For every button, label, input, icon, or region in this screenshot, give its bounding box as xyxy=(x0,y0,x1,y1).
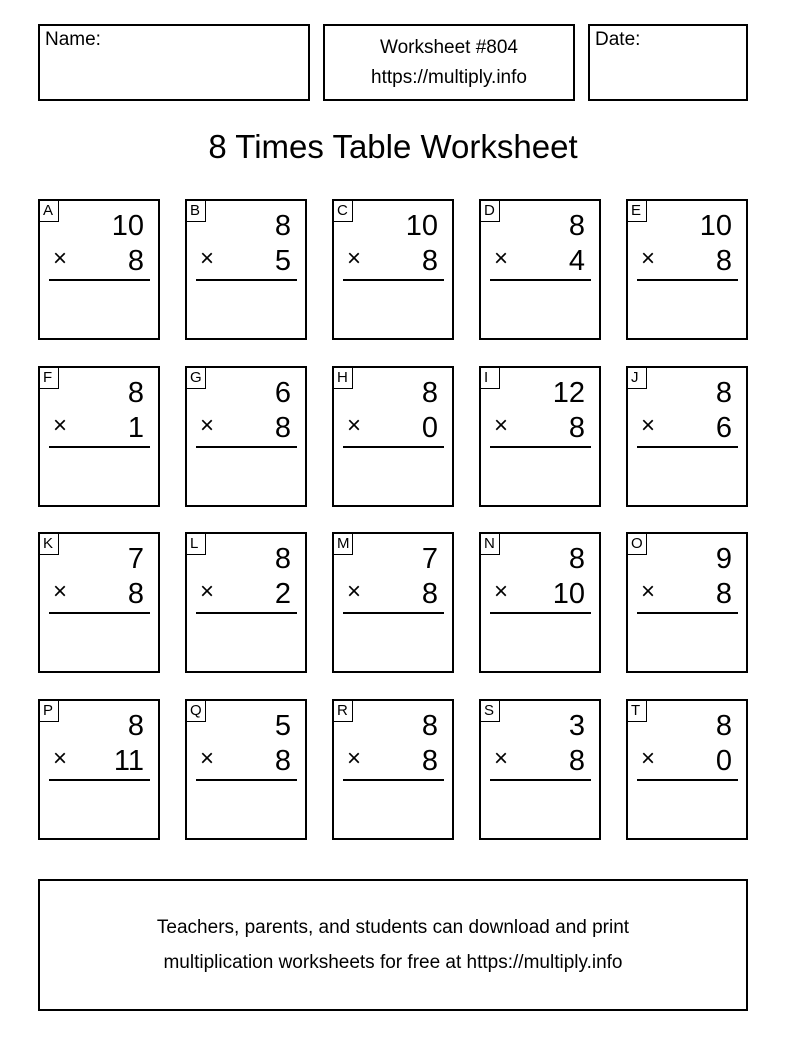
multiply-sign: × xyxy=(494,245,509,272)
multiply-sign: × xyxy=(641,578,656,605)
problem-letter: F xyxy=(40,368,59,389)
multiplicand: 3 xyxy=(568,710,585,742)
multiplier: 10 xyxy=(552,578,585,610)
answer-line xyxy=(343,446,444,448)
multiplicand: 10 xyxy=(699,210,732,242)
answer-line xyxy=(49,779,150,781)
multiplier: 0 xyxy=(421,412,438,444)
problem-card-d xyxy=(479,199,601,340)
multiplier: 11 xyxy=(113,745,144,777)
multiply-sign: × xyxy=(53,412,68,439)
answer-line xyxy=(196,612,297,614)
footer-line-2: multiplication worksheets for free at https://multiply.info xyxy=(163,952,623,973)
worksheet-number: Worksheet #804 xyxy=(379,36,518,58)
multiply-sign: × xyxy=(494,412,509,439)
multiplier: 8 xyxy=(421,245,438,277)
multiply-sign: × xyxy=(53,578,68,605)
problem-card-h xyxy=(332,366,454,507)
multiply-sign: × xyxy=(200,578,215,605)
problem-letter: T xyxy=(628,701,647,722)
answer-line xyxy=(490,779,591,781)
problem-card-o xyxy=(626,532,748,673)
answer-line xyxy=(343,612,444,614)
problem-card-i xyxy=(479,366,601,507)
multiplicand: 8 xyxy=(421,710,438,742)
multiply-sign: × xyxy=(641,245,656,272)
multiplicand: 8 xyxy=(274,543,291,575)
answer-line xyxy=(49,612,150,614)
answer-line xyxy=(490,446,591,448)
multiply-sign: × xyxy=(347,412,362,439)
date-box xyxy=(588,24,748,101)
problem-letter: L xyxy=(187,534,206,555)
name-box xyxy=(38,24,310,101)
problem-letter: G xyxy=(187,368,206,389)
problem-card-c xyxy=(332,199,454,340)
answer-line xyxy=(343,779,444,781)
problem-card-n xyxy=(479,532,601,673)
problem-card-r xyxy=(332,699,454,840)
problem-letter: K xyxy=(40,534,59,555)
multiply-sign: × xyxy=(53,245,68,272)
multiplicand: 8 xyxy=(715,710,732,742)
problem-card-f xyxy=(38,366,160,507)
multiplier: 5 xyxy=(274,245,291,277)
multiply-sign: × xyxy=(200,245,215,272)
page-title: 8 Times Table Worksheet xyxy=(208,128,578,165)
answer-line xyxy=(637,279,738,281)
multiply-sign: × xyxy=(53,745,68,772)
answer-line xyxy=(49,279,150,281)
problem-letter: M xyxy=(334,534,353,555)
problem-letter: N xyxy=(481,534,500,555)
problem-letter: J xyxy=(628,368,647,389)
multiplicand: 8 xyxy=(127,377,144,409)
multiplicand: 8 xyxy=(421,377,438,409)
multiplicand: 7 xyxy=(127,543,144,575)
multiplier: 8 xyxy=(715,245,732,277)
problem-card-q xyxy=(185,699,307,840)
problem-card-j xyxy=(626,366,748,507)
multiplier: 8 xyxy=(568,412,585,444)
problem-card-s xyxy=(479,699,601,840)
problem-letter: S xyxy=(481,701,500,722)
problem-letter: E xyxy=(628,201,647,222)
multiplier: 1 xyxy=(127,412,144,444)
multiplier: 8 xyxy=(274,412,291,444)
date-label: Date: xyxy=(595,29,641,50)
problem-card-m xyxy=(332,532,454,673)
multiplier: 8 xyxy=(715,578,732,610)
multiplicand: 10 xyxy=(405,210,438,242)
multiply-sign: × xyxy=(347,245,362,272)
problem-letter: R xyxy=(334,701,353,722)
multiplier: 4 xyxy=(568,245,585,277)
name-label: Name: xyxy=(45,29,101,50)
problem-letter: P xyxy=(40,701,59,722)
problem-letter: H xyxy=(334,368,353,389)
footer-line-1: Teachers, parents, and students can download and print xyxy=(156,917,630,938)
multiply-sign: × xyxy=(494,578,509,605)
multiplicand: 8 xyxy=(568,210,585,242)
multiplier: 8 xyxy=(421,578,438,610)
multiply-sign: × xyxy=(347,745,362,772)
multiplier: 0 xyxy=(715,745,732,777)
answer-line xyxy=(637,446,738,448)
multiplicand: 12 xyxy=(552,377,585,409)
problem-card-b xyxy=(185,199,307,340)
multiplicand: 10 xyxy=(111,210,144,242)
answer-line xyxy=(196,446,297,448)
multiplicand: 8 xyxy=(568,543,585,575)
multiplier: 8 xyxy=(127,578,144,610)
problem-card-k xyxy=(38,532,160,673)
problem-card-l xyxy=(185,532,307,673)
multiply-sign: × xyxy=(641,412,656,439)
answer-line xyxy=(196,279,297,281)
problem-card-t xyxy=(626,699,748,840)
multiplicand: 8 xyxy=(715,377,732,409)
multiply-sign: × xyxy=(200,745,215,772)
multiplier: 8 xyxy=(568,745,585,777)
problem-letter: D xyxy=(481,201,500,222)
multiplicand: 8 xyxy=(274,210,291,242)
problem-card-a xyxy=(38,199,160,340)
answer-line xyxy=(196,779,297,781)
answer-line xyxy=(490,612,591,614)
answer-line xyxy=(490,279,591,281)
problem-letter: A xyxy=(40,201,59,222)
answer-line xyxy=(637,612,738,614)
multiply-sign: × xyxy=(347,578,362,605)
problem-letter: B xyxy=(187,201,206,222)
problem-card-e xyxy=(626,199,748,340)
multiplier: 8 xyxy=(274,745,291,777)
multiply-sign: × xyxy=(200,412,215,439)
problem-letter: C xyxy=(334,201,353,222)
problem-letter: Q xyxy=(187,701,206,722)
multiplicand: 5 xyxy=(274,710,291,742)
multiplier: 6 xyxy=(715,412,732,444)
answer-line xyxy=(49,446,150,448)
multiplicand: 8 xyxy=(127,710,144,742)
multiplier: 8 xyxy=(127,245,144,277)
answer-line xyxy=(343,279,444,281)
multiplicand: 6 xyxy=(274,377,291,409)
multiply-sign: × xyxy=(641,745,656,772)
multiplicand: 9 xyxy=(715,543,732,575)
footer-box xyxy=(38,879,748,1011)
worksheet-url: https://multiply.info xyxy=(371,66,527,88)
problem-letter: I xyxy=(481,368,500,389)
problem-card-p xyxy=(38,699,160,840)
multiplier: 2 xyxy=(274,578,291,610)
answer-line xyxy=(637,779,738,781)
multiplicand: 7 xyxy=(421,543,438,575)
multiply-sign: × xyxy=(494,745,509,772)
problem-letter: O xyxy=(628,534,647,555)
multiplier: 8 xyxy=(421,745,438,777)
problem-card-g xyxy=(185,366,307,507)
worksheet-info-box xyxy=(323,24,575,101)
